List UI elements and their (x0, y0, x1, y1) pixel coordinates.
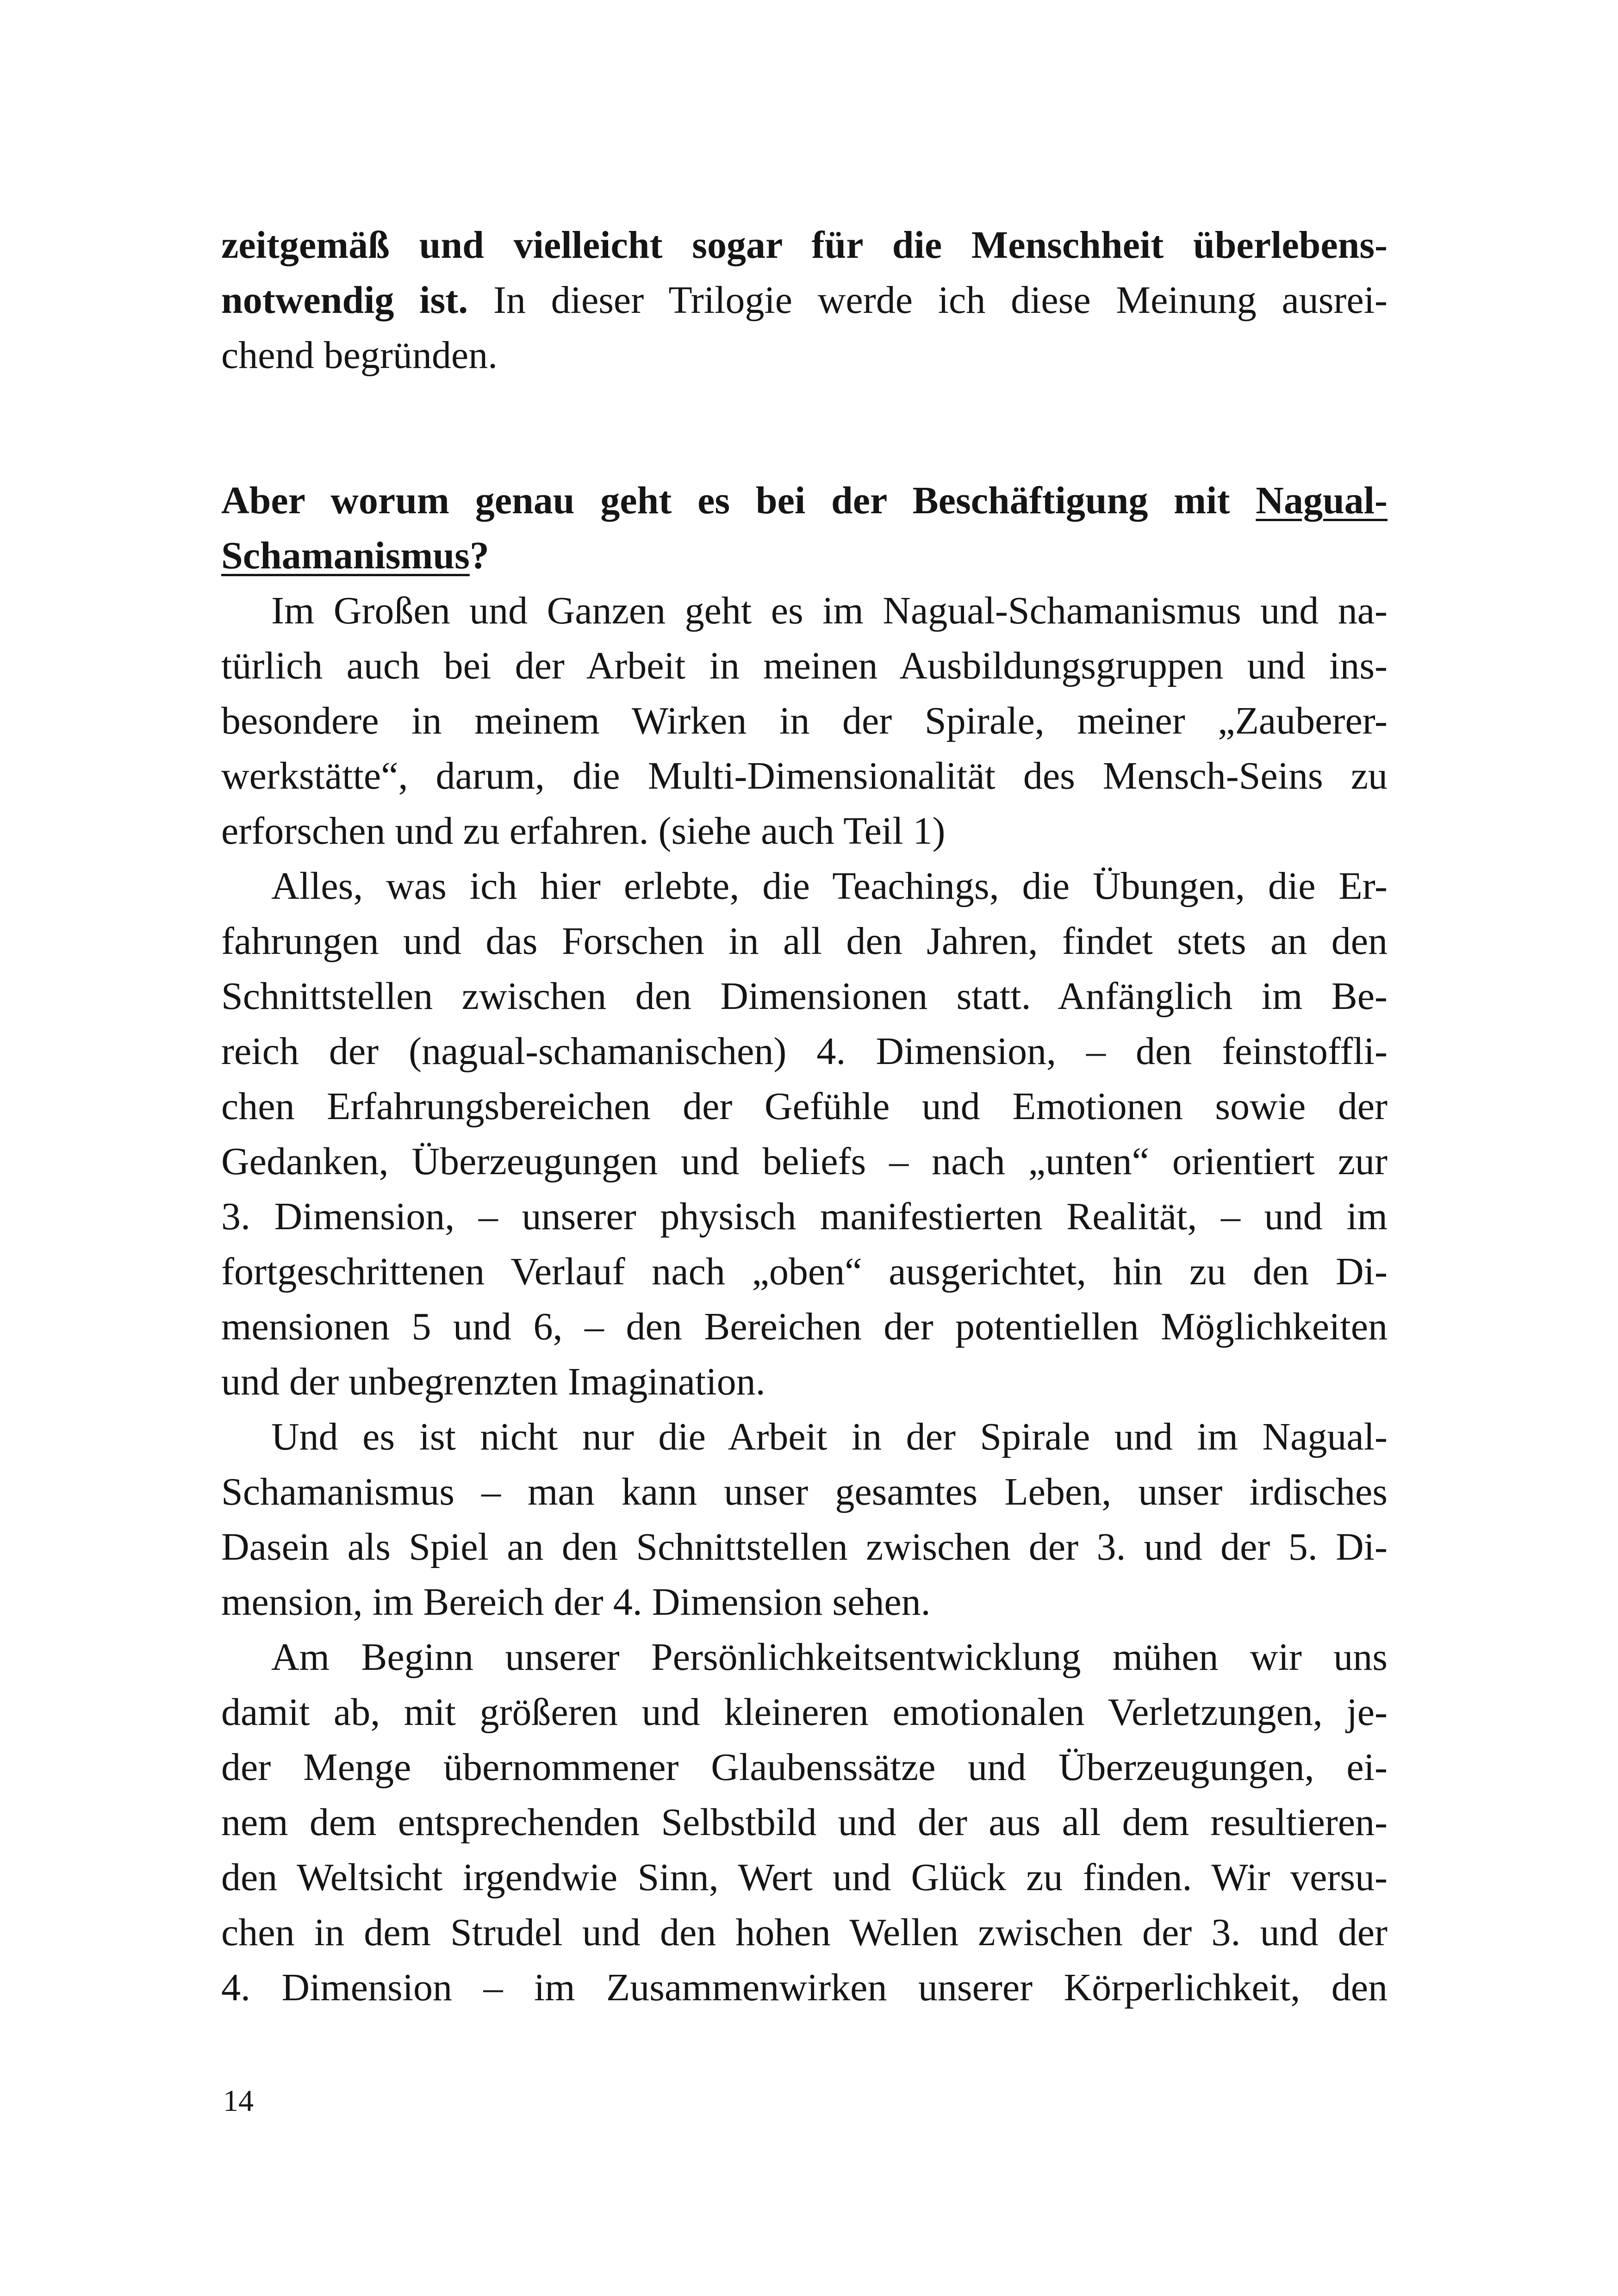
paragraph (221, 583, 1388, 859)
text-line: mension, im Bereich der 4. Dimension sehen. (221, 1580, 931, 1624)
text-line: nem dem entsprechenden Selbstbild und der aus all dem resultieren- (221, 1801, 1388, 1844)
text-line: Und es ist nicht nur die Arbeit in der Spirale und im Nagual- (271, 1415, 1388, 1458)
section-spacer (221, 383, 1388, 473)
text-line: besondere in meinem Wirken in der Spirale, meiner „Zauberer- (221, 699, 1388, 742)
page-body (221, 218, 1388, 2015)
text-line: Im Großen und Ganzen geht es im Nagual-Schamanismus und na- (271, 589, 1388, 632)
heading-line (221, 528, 1388, 583)
text-line: damit ab, mit größeren und kleineren emotionalen Verletzungen, je- (221, 1691, 1388, 1734)
text-line: Dasein als Spiel an den Schnittstellen zwischen der 3. und der 5. Di- (221, 1525, 1388, 1568)
text-line: reich der (nagual-schamanischen) 4. Dimension, – den feinstoffli- (221, 1030, 1388, 1073)
bold-text: notwendig ist. (221, 279, 468, 322)
heading-punctuation: ? (469, 534, 489, 577)
paragraph (221, 1630, 1388, 2015)
text-line: türlich auch bei der Arbeit in meinen Ausbildungsgruppen und ins- (221, 644, 1388, 687)
text-line: der Menge übernommener Glaubenssätze und Überzeugungen, ei- (221, 1746, 1388, 1789)
text-line: chend begründen. (221, 334, 498, 377)
heading-text: Aber worum genau geht es bei der Beschäftigung mit (221, 479, 1256, 522)
text-line: 3. Dimension, – unserer physisch manifestierten Realität, – und im (221, 1195, 1388, 1238)
text-span: In dieser Trilogie werde ich diese Meinung ausrei- (468, 279, 1388, 322)
text-line: fortgeschrittenen Verlauf nach „oben“ ausgerichtet, hin zu den Di- (221, 1250, 1388, 1293)
section-heading (221, 473, 1388, 583)
text-line: Schnittstellen zwischen den Dimensionen statt. Anfänglich im Be- (221, 975, 1388, 1018)
text-line: chen Erfahrungsbereichen der Gefühle und Emotionen sowie der (221, 1085, 1388, 1128)
text-line: werkstätte“, darum, die Multi-Dimensionalität des Mensch-Seins zu (221, 754, 1388, 797)
paragraph (221, 859, 1388, 1409)
text-line: Gedanken, Überzeugungen und beliefs – nach „unten“ orientiert zur (221, 1140, 1388, 1183)
bold-text: zeitgemäß und vielleicht sogar für die Menschheit überlebens- (221, 224, 1388, 267)
text-line: Schamanismus – man kann unser gesamtes Leben, unser irdisches (221, 1470, 1388, 1513)
text-line: mensionen 5 und 6, – den Bereichen der potentiellen Möglichkeiten (221, 1305, 1388, 1348)
paragraph (221, 1409, 1388, 1630)
text-line: und der unbegrenzten Imagination. (221, 1360, 765, 1403)
text-line: 4. Dimension – im Zusammenwirken unserer Körperlichkeit, den (221, 1966, 1388, 2009)
text-line: den Weltsicht irgendwie Sinn, Wert und Glück zu finden. Wir versu- (221, 1856, 1388, 1899)
heading-underlined-term: Schamanismus (221, 534, 470, 577)
text-line: chen in dem Strudel und den hohen Wellen zwischen der 3. und der (221, 1911, 1388, 1954)
text-line (221, 218, 1388, 273)
text-line: fahrungen und das Forschen in all den Jahren, findet stets an den (221, 920, 1388, 963)
text-line: erforschen und zu erfahren. (siehe auch Teil 1) (221, 809, 946, 852)
text-line (221, 273, 1388, 328)
opening-paragraph (221, 218, 1388, 383)
heading-line (221, 473, 1388, 528)
page-number: 14 (223, 2084, 254, 2118)
heading-underlined-term: Nagual- (1256, 479, 1388, 522)
text-line: Am Beginn unserer Persönlichkeitsentwicklung mühen wir uns (271, 1636, 1388, 1679)
text-line: Alles, was ich hier erlebte, die Teachings, die Übungen, die Er- (271, 865, 1388, 908)
